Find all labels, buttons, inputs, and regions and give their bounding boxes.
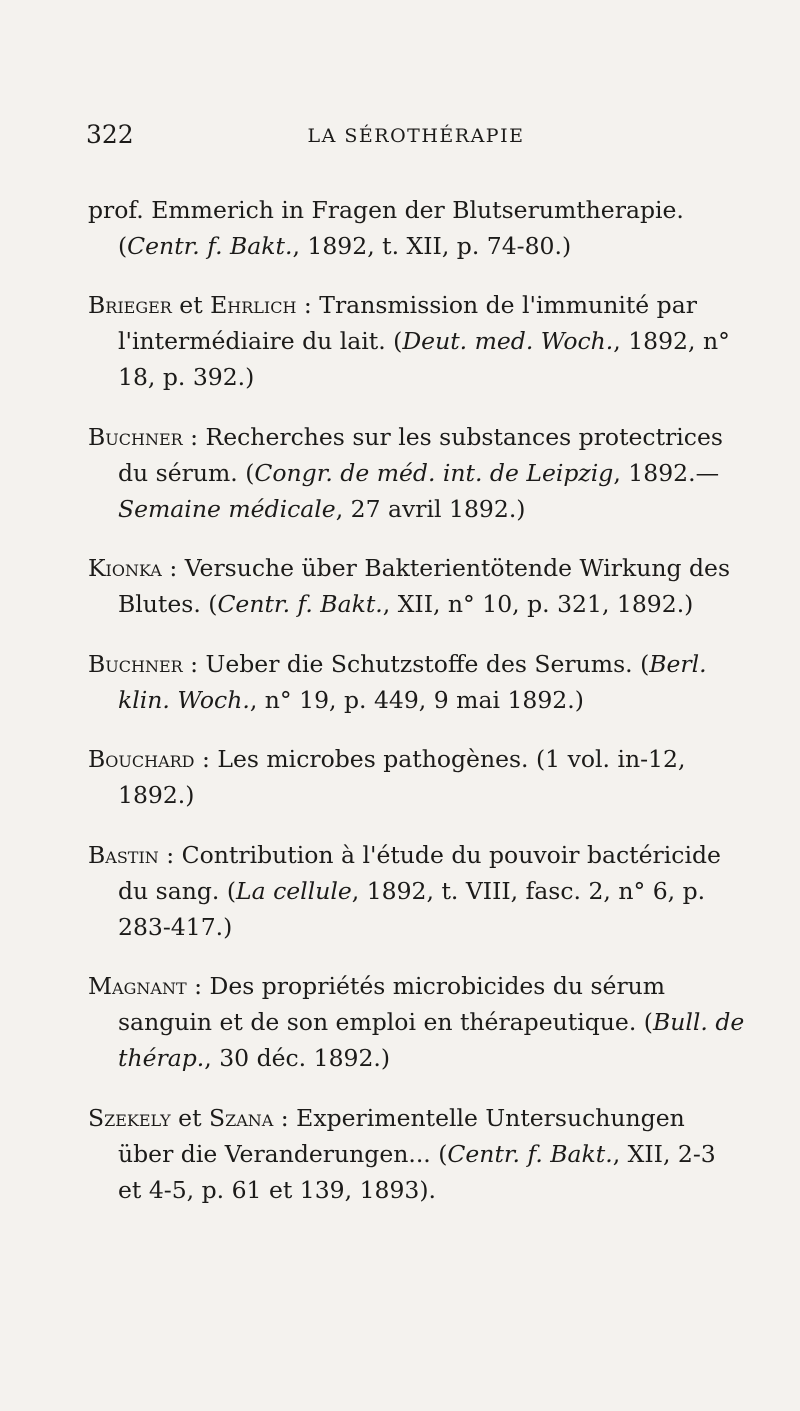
bibliography-entry: prof. Emmerich in Fragen der Blutserumtherapie. (Centr. f. Bakt., 1892, t. XII, p. 74-80.) bbox=[88, 195, 684, 260]
bibliography-entry: Magnant : Des propriétés microbicides du sérum sanguin et de son emploi en thérapeutique. (Bull. de thérap., 30 déc. 1892.) bbox=[88, 972, 745, 1072]
author-name: Ehrlich bbox=[210, 291, 297, 319]
bibliography-entry: Bastin : Contribution à l'étude du pouvoir bactéricide du sang. (La cellule, 1892, t. VIII, fasc. 2, n° 6, p. 283-417.) bbox=[88, 840, 721, 941]
bibliography-entry: Buchner : Recherches sur les substances protectrices du sérum. (Congr. de méd. int. de Leipzig, 1892.— Semaine médicale, 27 avril 1892.) bbox=[88, 422, 723, 523]
bibliography-entry: Kionka : Versuche über Bakterientötende Wirkung des Blutes. (Centr. f. Bakt., XII, n° 10, p. 321, 1892.) bbox=[88, 554, 731, 618]
journal-title: Centr. f. Bakt. bbox=[217, 590, 383, 618]
author-name: Buchner bbox=[88, 422, 183, 451]
page-number: 322 bbox=[86, 120, 134, 149]
bibliography-entry: Bouchard : Les microbes pathogènes. (1 vol. in-12, 1892.) bbox=[88, 745, 686, 809]
bibliography-entry: Szekely et Szana : Experimentelle Untersuchungen über die Veranderungen... (Centr. f. Bakt., XII, 2-3 et 4-5, p. 61 et 139, 1893). bbox=[88, 1103, 716, 1204]
author-name: Kionka bbox=[88, 554, 162, 582]
author-name: Bastin bbox=[88, 840, 159, 869]
author-name: Magnant bbox=[88, 972, 187, 1000]
author-name: Bouchard bbox=[88, 745, 195, 773]
journal-title: Centr. f. Bakt. bbox=[127, 231, 293, 260]
bibliography-list bbox=[88, 168, 746, 1208]
author-name: Brieger bbox=[88, 291, 172, 319]
journal-title: Semaine médicale bbox=[118, 494, 336, 523]
bibliography-entry: Brieger et Ehrlich : Transmission de l'immunité par l'intermédiaire du lait. (Deut. med. Woch., 1892, n° 18, p. 392.) bbox=[88, 291, 730, 391]
journal-title: Deut. med. Woch. bbox=[402, 327, 614, 355]
author-name: Szana bbox=[209, 1103, 274, 1132]
running-title: LA SÉROTHÉRAPIE bbox=[307, 125, 525, 147]
journal-title: Congr. de méd. int. de Leipzig bbox=[254, 458, 614, 487]
journal-title: La cellule bbox=[236, 876, 352, 905]
author-name: Buchner bbox=[88, 649, 183, 678]
journal-title: Berl. klin. Woch. bbox=[118, 649, 707, 714]
bibliography-entry: Buchner : Ueber die Schutzstoffe des Serums. (Berl. klin. Woch., n° 19, p. 449, 9 mai 1892.) bbox=[88, 649, 707, 714]
author-name: Szekely bbox=[88, 1103, 171, 1132]
journal-title: Centr. f. Bakt. bbox=[447, 1139, 613, 1168]
page-header bbox=[86, 120, 746, 150]
journal-title: Bull. de thérap. bbox=[118, 1008, 745, 1072]
